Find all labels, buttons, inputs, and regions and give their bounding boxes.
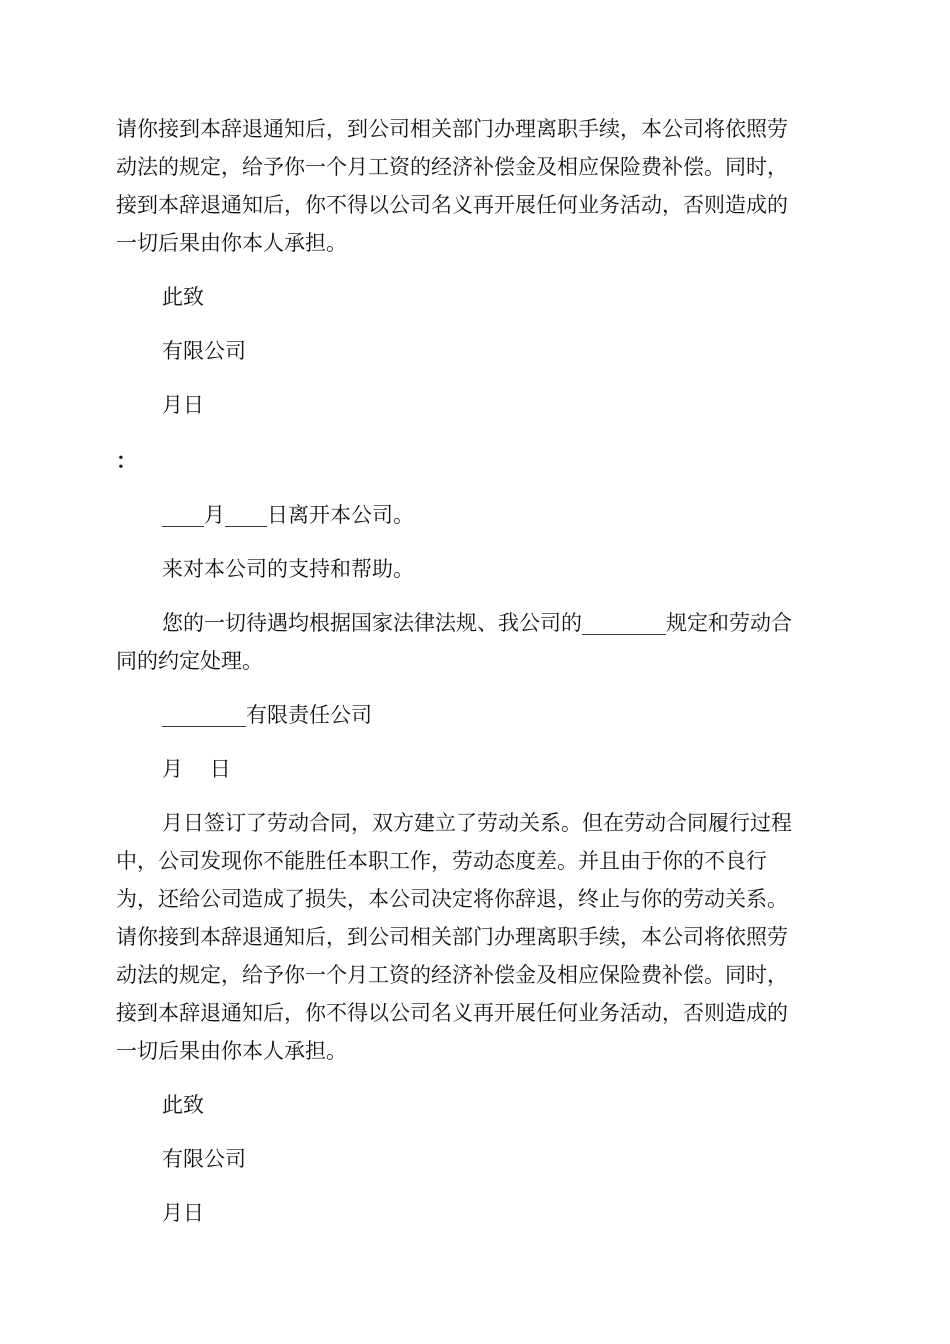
company-signature: ________有限责任公司 — [162, 703, 372, 727]
paragraph-line: 接到本辞退通知后，你不得以公司名义再开展任何业务活动，否则造成的 — [116, 193, 788, 217]
paragraph-line: 一切后果由你本人承担。 — [116, 231, 347, 255]
date-line: 月 日 — [162, 757, 231, 781]
recipient-colon: ： — [116, 448, 137, 473]
paragraph-line: 为，还给公司造成了损失，本公司决定将你辞退，终止与你的劳动关系。 — [116, 887, 788, 911]
date-line: 月日 — [162, 393, 204, 417]
leave-date-line: ____月____日离开本公司。 — [162, 503, 414, 527]
paragraph-line: 中，公司发现你不能胜任本职工作，劳动态度差。并且由于你的不良行 — [116, 849, 767, 873]
paragraph-line: 月日签订了劳动合同，双方建立了劳动关系。但在劳动合同履行过程 — [162, 811, 792, 835]
treatment-line: 您的一切待遇均根据国家法律法规、我公司的________规定和劳动合 — [162, 611, 792, 635]
paragraph-line: 动法的规定，给予你一个月工资的经济补偿金及相应保险费补偿。同时， — [116, 155, 788, 179]
paragraph-line: 一切后果由你本人承担。 — [116, 1039, 347, 1063]
paragraph-line: 动法的规定，给予你一个月工资的经济补偿金及相应保险费补偿。同时， — [116, 963, 788, 987]
company-signature: 有限公司 — [162, 1147, 246, 1171]
paragraph-line: 接到本辞退通知后，你不得以公司名义再开展任何业务活动，否则造成的 — [116, 1001, 788, 1025]
company-signature: 有限公司 — [162, 339, 246, 363]
thanks-line: 来对本公司的支持和帮助。 — [162, 557, 414, 581]
paragraph-line: 请你接到本辞退通知后，到公司相关部门办理离职手续，本公司将依照劳 — [116, 117, 788, 141]
closing-salutation: 此致 — [162, 1093, 204, 1117]
date-line: 月日 — [162, 1201, 204, 1225]
closing-salutation: 此致 — [162, 285, 204, 309]
paragraph-line: 请你接到本辞退通知后，到公司相关部门办理离职手续，本公司将依照劳 — [116, 925, 788, 949]
treatment-line: 同的约定处理。 — [116, 649, 263, 673]
